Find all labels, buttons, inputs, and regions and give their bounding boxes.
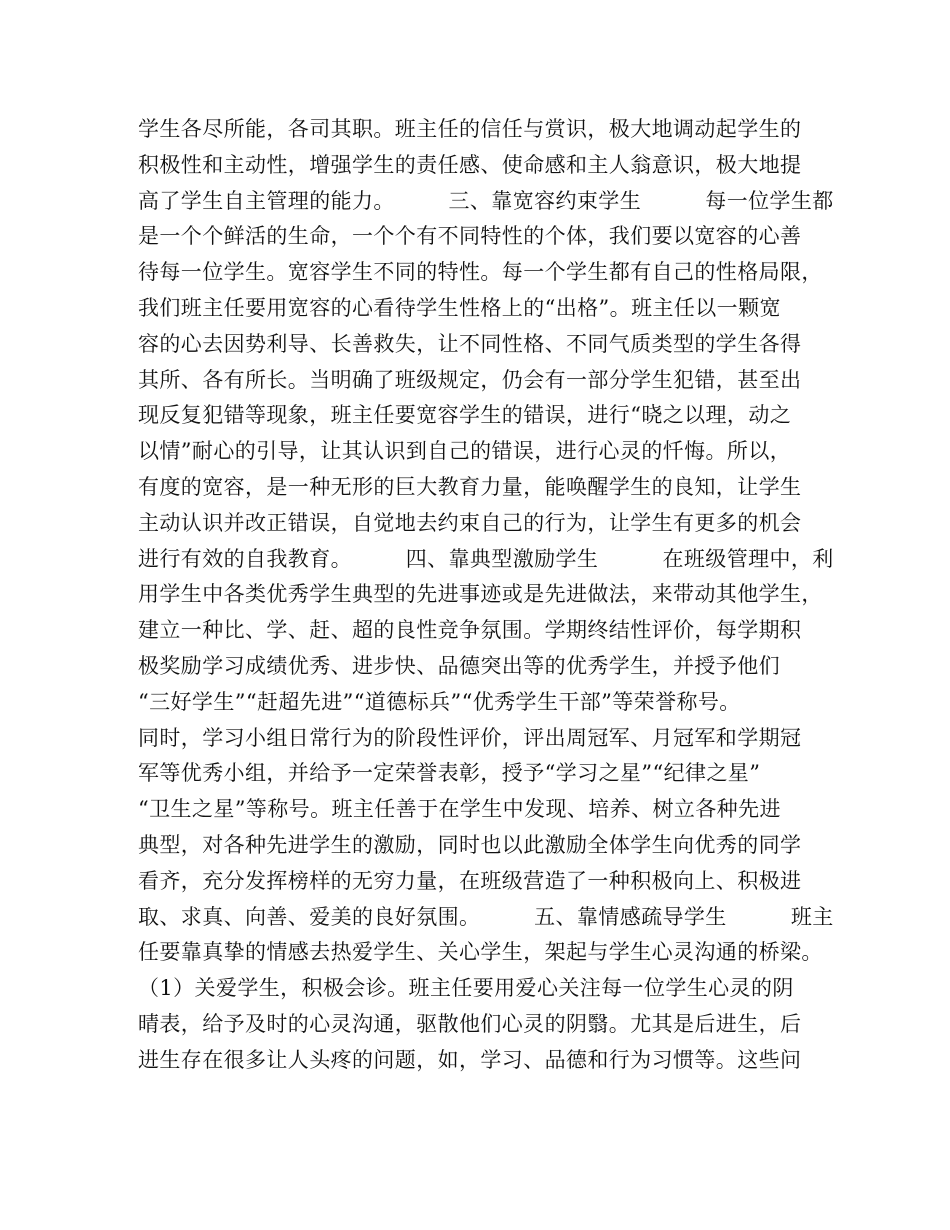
text-line: 看齐，充分发挥榜样的无穷力量，在班级营造了一种积极向上、积极进 — [138, 868, 802, 893]
text-line: 用学生中各类优秀学生典型的先进事迹或是先进做法，来带动其他学生， — [138, 582, 823, 607]
text-line: 待每一位学生。宽容学生不同的特性。每一个学生都有自己的性格局限， — [138, 260, 823, 285]
text-line: 以情”耐心的引导，让其认识到自己的错误，进行心灵的忏悔。所以， — [138, 439, 792, 464]
text-line: 进行有效的自我教育。 四、靠典型激励学生 在班级管理中，利 — [138, 546, 834, 571]
text-line: 典型，对各种先进学生的激励，同时也以此激励全体学生向优秀的同学 — [138, 832, 802, 857]
text-line: 进生存在很多让人头疼的问题，如，学习、品德和行为习惯等。这些问 — [138, 1047, 802, 1072]
text-line: 是一个个鲜活的生命，一个个有不同特性的个体，我们要以宽容的心善 — [138, 224, 802, 249]
text-line: 任要靠真挚的情感去热爱学生、关心学生，架起与学生心灵沟通的桥梁。 — [138, 940, 823, 965]
text-line: 晴表，给予及时的心灵沟通，驱散他们心灵的阴翳。尤其是后进生，后 — [138, 1011, 802, 1036]
text-line: 高了学生自主管理的能力。 三、靠宽容约束学生 每一位学生都 — [138, 188, 834, 213]
text-line: 建立一种比、学、赶、超的良性竞争氛围。学期终结性评价，每学期积 — [138, 618, 802, 643]
text-line: 我们班主任要用宽容的心看待学生性格上的“出格”。班主任以一颗宽 — [138, 295, 781, 320]
text-line: 现反复犯错等现象，班主任要宽容学生的错误，进行“晓之以理，动之 — [138, 403, 792, 428]
text-line: 主动认识并改正错误，自觉地去约束自己的行为，让学生有更多的机会 — [138, 510, 802, 535]
text-line: 其所、各有所长。当明确了班级规定，仍会有一部分学生犯错，甚至出 — [138, 367, 802, 392]
text-line: 同时，学习小组日常行为的阶段性评价，评出周冠军、月冠军和学期冠 — [138, 725, 802, 750]
text-line: 学生各尽所能，各司其职。班主任的信任与赏识，极大地调动起学生的 — [138, 117, 802, 141]
text-line: （1）关爱学生，积极会诊。班主任要用爱心关注每一位学生心灵的阴 — [138, 976, 794, 1001]
text-line: 积极性和主动性，增强学生的责任感、使命感和主人翁意识，极大地提 — [138, 152, 802, 177]
text-line: “三好学生”“赶超先进”“道德标兵”“优秀学生干部”等荣誉称号。 — [138, 689, 741, 714]
text-line: 极奖励学习成绩优秀、进步快、品德突出等的优秀学生，并授予他们 — [138, 653, 780, 678]
text-line: 取、求真、向善、爱美的良好氛围。 五、靠情感疏导学生 班主 — [138, 904, 834, 929]
text-line: 有度的宽容，是一种无形的巨大教育力量，能唤醒学生的良知，让学生 — [138, 474, 802, 499]
text-line: “卫生之星”等称号。班主任善于在学生中发现、培养、树立各种先进 — [138, 797, 781, 822]
text-line: 军等优秀小组，并给予一定荣誉表彰，授予“学习之星”“纪律之星” — [138, 761, 761, 786]
body-text — [138, 112, 834, 1079]
text-line: 容的心去因势利导、长善救失，让不同性格、不同气质类型的学生各得 — [138, 331, 802, 356]
